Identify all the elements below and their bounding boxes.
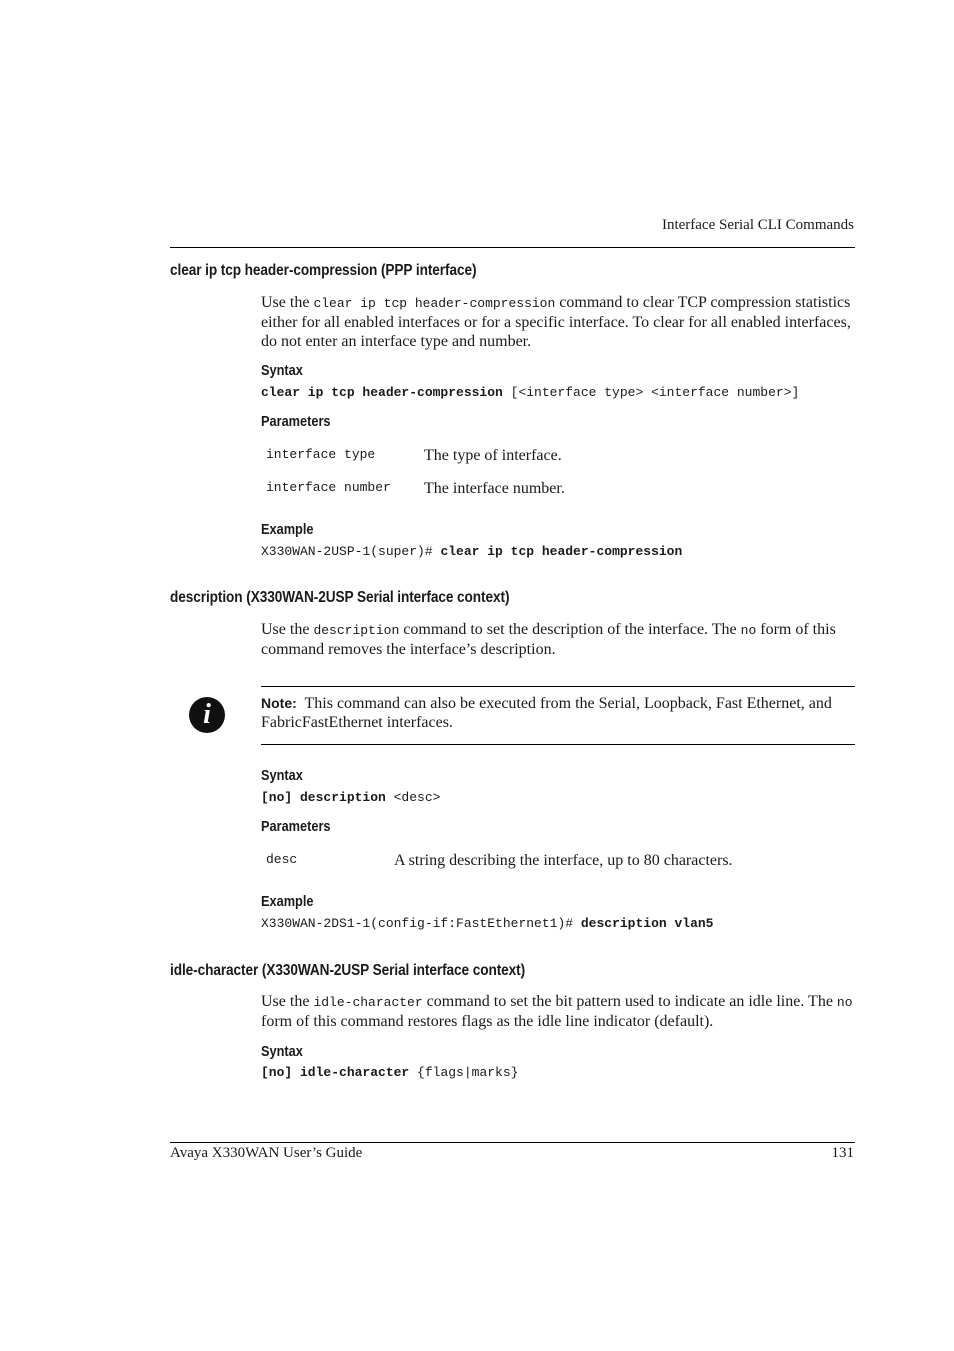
- section-intro-idle-character: Use the idle-character command to set the bit pattern used to indicate an idle line. The no form of this command restores flags as the idle line indicator (default).: [261, 993, 853, 1030]
- section-title-clear-ip-tcp: clear ip tcp header-compression (PPP interface): [170, 262, 477, 279]
- param-desc: The type of interface.: [424, 447, 562, 464]
- info-icon: i: [189, 697, 225, 733]
- syntax-line: clear ip tcp header-compression [<interface type> <interface number>]: [261, 385, 800, 400]
- section-title-description: description (X330WAN-2USP Serial interface context): [170, 589, 510, 606]
- section-title-idle-character: idle-character (X330WAN-2USP Serial interface context): [170, 962, 526, 979]
- param-desc: A string describing the interface, up to 80 characters.: [394, 852, 733, 869]
- footer-rule: [170, 1142, 855, 1143]
- param-name: interface type: [266, 447, 376, 462]
- example-line: X330WAN-2USP-1(super)# clear ip tcp header-compression: [261, 544, 683, 559]
- parameters-label: Parameters: [261, 414, 331, 430]
- note-text: This command can also be executed from the Serial, Loopback, Fast Ethernet, and FabricFastEthernet interfaces.: [261, 695, 832, 731]
- footer-book-title: Avaya X330WAN User’s Guide: [170, 1145, 363, 1161]
- syntax-line: [no] description <desc>: [261, 790, 441, 805]
- running-header: Interface Serial CLI Commands: [661, 217, 854, 233]
- note-box: [261, 694, 856, 732]
- page-number: 131: [831, 1145, 854, 1161]
- syntax-line: [no] idle-character {flags|marks}: [261, 1065, 519, 1080]
- note-top-rule: [261, 686, 855, 687]
- syntax-label: Syntax: [261, 768, 303, 784]
- section-intro-description: Use the description command to set the description of the interface. The no form of this command removes the interface’s description.: [261, 621, 836, 658]
- param-name: desc: [266, 852, 298, 867]
- header-rule: [170, 247, 855, 248]
- param-desc: The interface number.: [424, 480, 565, 497]
- parameters-label: Parameters: [261, 819, 331, 835]
- section-intro-clear-ip-tcp: Use the clear ip tcp header-compression command to clear TCP compression statistics either for all enabled interfaces or for a specific interface. To clear for all enabled interfaces, do not enter an interface type and number.: [261, 294, 851, 350]
- syntax-label: Syntax: [261, 1044, 303, 1060]
- example-label: Example: [261, 894, 314, 910]
- param-name: interface number: [266, 480, 391, 495]
- note-bottom-rule: [261, 744, 855, 745]
- example-line: X330WAN-2DS1-1(config-if:FastEthernet1)# description vlan5: [261, 916, 714, 931]
- example-label: Example: [261, 522, 314, 538]
- note-label: Note:: [261, 695, 297, 711]
- syntax-label: Syntax: [261, 363, 303, 379]
